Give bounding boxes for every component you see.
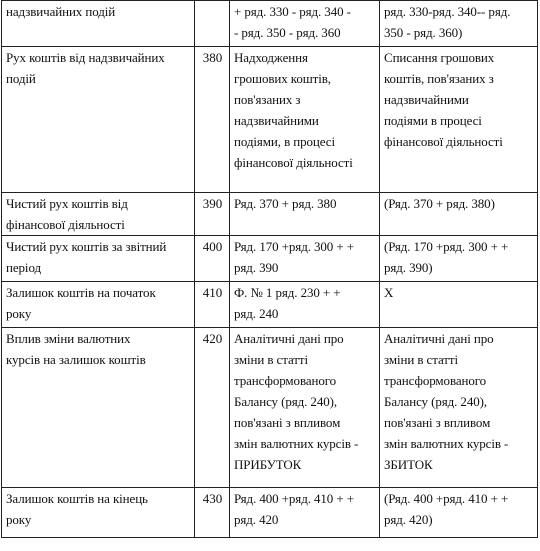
outflow-calculation-cell (380, 1, 538, 47)
inflow-calculation-cell (230, 236, 380, 282)
outflow-calculation-line: ряд. 390) (384, 260, 433, 275)
cash-flow-table (1, 0, 538, 538)
line-item-name-line: Залишок коштів на початок (6, 285, 156, 300)
outflow-calculation-line: ряд. 330-ряд. 340-- ряд. (384, 4, 511, 19)
inflow-calculation-cell (230, 282, 380, 328)
outflow-calculation-line: Аналітичні дані про (384, 331, 494, 346)
line-code: 420 (202, 331, 223, 346)
inflow-calculation-cell (230, 193, 380, 236)
line-item-name-cell (2, 282, 195, 328)
inflow-calculation-line: змін валютних курсів - (234, 436, 359, 451)
inflow-calculation-cell (230, 488, 380, 538)
inflow-calculation-line: зміни в статті (234, 352, 308, 367)
line-item-name-line: фінансової діяльності (6, 217, 125, 232)
line-item-name-cell (2, 236, 195, 282)
table-row (2, 1, 538, 47)
inflow-calculation-line: - ряд. 350 - ряд. 360 (234, 25, 341, 40)
outflow-calculation-line: (Ряд. 400 +ряд. 410 + + (384, 491, 509, 506)
outflow-calculation-line: фінансової діяльності (384, 134, 503, 149)
line-code: 410 (202, 285, 223, 300)
line-code-cell (195, 236, 230, 282)
line-item-name-line: подій (6, 71, 36, 86)
table-row (2, 328, 538, 488)
line-code-cell (195, 193, 230, 236)
inflow-calculation-line: надзвичайними (234, 113, 319, 128)
inflow-calculation-line: Ф. № 1 ряд. 230 + + (234, 285, 341, 300)
inflow-calculation-line: Ряд. 170 +ряд. 300 + + (234, 239, 354, 254)
inflow-calculation-line: ряд. 240 (234, 306, 279, 321)
table-row (2, 47, 538, 193)
line-item-name-cell (2, 47, 195, 193)
line-code-cell (195, 282, 230, 328)
line-code: 380 (202, 50, 223, 65)
inflow-calculation-cell (230, 1, 380, 47)
inflow-calculation-line: Ряд. 370 + ряд. 380 (234, 196, 337, 211)
outflow-calculation-line: ЗБИТОК (384, 457, 433, 472)
line-item-name-line: Чистий рух коштів від (6, 196, 128, 211)
line-item-name-cell (2, 193, 195, 236)
outflow-calculation-line: Балансу (ряд. 240), (384, 394, 488, 409)
table-row (2, 193, 538, 236)
line-code: 390 (202, 196, 223, 211)
line-item-name-line: період (6, 260, 41, 275)
line-item-name-line: Вплив зміни валютних (6, 331, 131, 346)
line-item-name-cell (2, 328, 195, 488)
outflow-calculation-line: Списання грошових (384, 50, 495, 65)
outflow-calculation-cell (380, 488, 538, 538)
table-row (2, 488, 538, 538)
inflow-calculation-line: фінансової діяльності (234, 155, 353, 170)
line-item-name-line: року (6, 512, 32, 527)
outflow-calculation-line: X (384, 285, 394, 300)
outflow-calculation-line: ряд. 420) (384, 512, 433, 527)
inflow-calculation-line: Ряд. 400 +ряд. 410 + + (234, 491, 354, 506)
outflow-calculation-line: змін валютних курсів - (384, 436, 509, 451)
outflow-calculation-cell (380, 328, 538, 488)
outflow-calculation-line: (Ряд. 370 + ряд. 380) (384, 196, 495, 211)
inflow-calculation-line: Аналітичні дані про (234, 331, 344, 346)
inflow-calculation-line: ПРИБУТОК (234, 457, 302, 472)
outflow-calculation-line: трансформованого (384, 373, 487, 388)
line-item-name-line: року (6, 306, 32, 321)
inflow-calculation-line: пов'язаних з (234, 92, 301, 107)
inflow-calculation-line: ряд. 390 (234, 260, 279, 275)
outflow-calculation-line: зміни в статті (384, 352, 458, 367)
line-code-cell (195, 47, 230, 193)
inflow-calculation-line: Балансу (ряд. 240), (234, 394, 338, 409)
outflow-calculation-line: пов'язані з впливом (384, 415, 491, 430)
line-code: 430 (202, 491, 223, 506)
inflow-calculation-cell (230, 328, 380, 488)
line-item-name-cell (2, 488, 195, 538)
inflow-calculation-cell (230, 47, 380, 193)
outflow-calculation-cell (380, 193, 538, 236)
line-item-name-line: Чистий рух коштів за звітний (6, 239, 167, 254)
inflow-calculation-line: + ряд. 330 - ряд. 340 - (234, 4, 351, 19)
outflow-calculation-line: (Ряд. 170 +ряд. 300 + + (384, 239, 509, 254)
inflow-calculation-line: пов'язані з впливом (234, 415, 341, 430)
inflow-calculation-line: грошових коштів, (234, 71, 331, 86)
line-code-cell (195, 328, 230, 488)
outflow-calculation-line: коштів, пов'язаних з (384, 71, 494, 86)
outflow-calculation-cell (380, 282, 538, 328)
inflow-calculation-line: Надходження (234, 50, 308, 65)
inflow-calculation-line: ряд. 420 (234, 512, 279, 527)
line-code-cell (195, 1, 230, 47)
outflow-calculation-line: надзвичайними (384, 92, 469, 107)
table-row (2, 282, 538, 328)
line-code: 400 (202, 239, 223, 254)
table-row (2, 236, 538, 282)
outflow-calculation-cell (380, 47, 538, 193)
outflow-calculation-cell (380, 236, 538, 282)
outflow-calculation-line: 350 - ряд. 360) (384, 25, 463, 40)
line-item-name-line: Залишок коштів на кінець (6, 491, 148, 506)
line-item-name-line: надзвичайних подій (6, 4, 116, 19)
line-item-name-line: курсів на залишок коштів (6, 352, 146, 367)
cash-flow-table-body (2, 1, 538, 538)
outflow-calculation-line: подіями в процесі (384, 113, 482, 128)
line-item-name-line: Рух коштів від надзвичайних (6, 50, 165, 65)
line-code-cell (195, 488, 230, 538)
inflow-calculation-line: подіями, в процесі (234, 134, 335, 149)
inflow-calculation-line: трансформованого (234, 373, 337, 388)
line-item-name-cell (2, 1, 195, 47)
